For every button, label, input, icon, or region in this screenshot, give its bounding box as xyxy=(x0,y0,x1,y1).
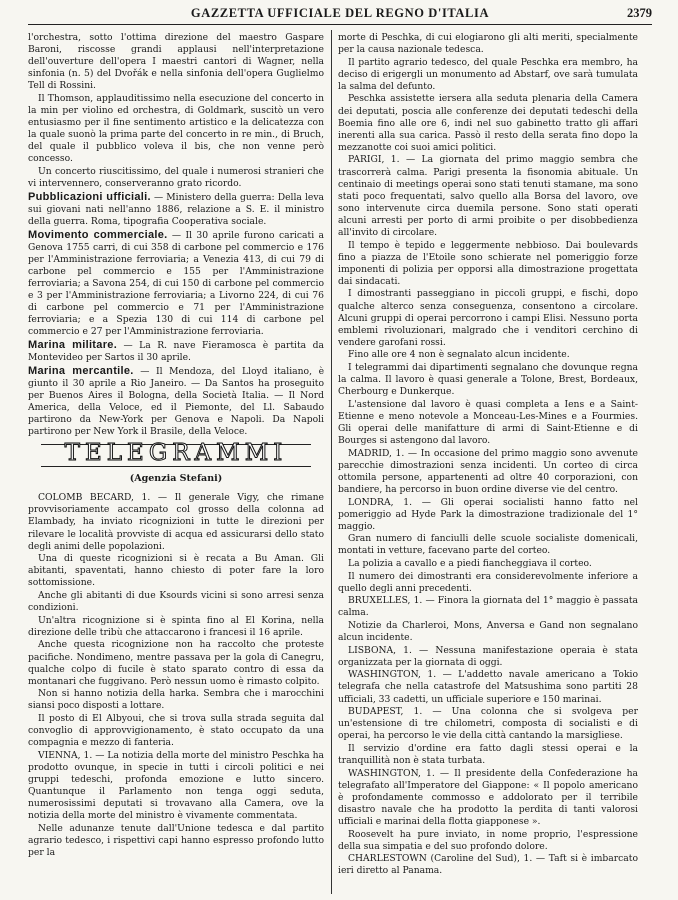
telegram-paragraph: Fino alle ore 4 non è segnalato alcun incidente. xyxy=(348,349,570,361)
telegram-charlestown: CHARLESTOWN (Caroline del Sud), 1. — Taft si è imbarcato ieri diretto al Panama. xyxy=(338,853,638,877)
left-column xyxy=(28,32,324,894)
section-marina-militare xyxy=(28,339,324,364)
telegram-parigi: PARIGI, 1. — La giornata del primo maggio sembra che trascorrerà calma. Parigi presenta la fisonomia abituale. Un centinaio di meetings operai sono stati tenuti stamane, ma sono stati poco frequentati, salvo quello alla Borsa del lavoro, ove sono intervenute circa duemila persone. Sono stati operati alcuni arresti per porto di armi proibite o per disobbedienza all'invito di circolare. xyxy=(338,154,638,238)
telegram-paragraph: Roosevelt ha pure inviato, in nome proprio, l'espressione della sua simpatia e del suo profondo dolore. xyxy=(338,828,638,852)
telegram-paragraph: I telegrammi dai dipartimenti segnalano che dovunque regna la calma. Il lavoro è quasi generale a Tolone, Brest, Bordeaux, Cherbourg e Dunkerque. xyxy=(338,362,638,398)
pubblicazioni-heading: Pubblicazioni ufficiali. xyxy=(28,190,151,203)
telegram-paragraph: Un'altra ricognizione si è spinta fino al El Korina, nella direzione delle tribù che attaccarono i francesi il 16 aprile. xyxy=(28,614,324,638)
telegram-paragraph: Una di queste ricognizioni si è recata a Bu Aman. Gli abitanti, spaventati, hanno chiesto di poter fare la loro sottomissione. xyxy=(28,553,324,589)
newspaper-title: GAZZETTA UFFICIALE DEL REGNO D'ITALIA xyxy=(190,6,490,20)
concert-paragraph-1: l'orchestra, sotto l'ottima direzione del maestro Gaspare Baroni, riscosse grandi applausi nell'interpretazione dell'ouverture dell'opera I maestri cantori di Wagner, nella sinfonia (n. 5) del Dvořák e nella sinfonia dell'opera Guglielmo Tell di Rossini. xyxy=(28,32,324,92)
telegram-washington-2: WASHINGTON, 1. — Il presidente della Confederazione ha telegrafato all'Imperatore del Giappone: « Il popolo americano è profondamente commosso e addolorato per il terribile disastro navale che ha prodotto la perdita di tanti valorosi ufficiali e marinai della flotta giapponese ». xyxy=(338,767,638,827)
pubblicazioni-text: — Ministero della guerra: Della leva sui giovani nati nell'anno 1886, relazione a S. E. il ministro della guerra. Roma, tipografia Cooperativa sociale. xyxy=(28,191,324,227)
section-pubblicazioni xyxy=(28,191,324,228)
marina-mercantile-heading: Marina mercantile. xyxy=(28,364,134,377)
telegrammi-banner xyxy=(41,440,311,467)
telegram-paragraph: Anche questa ricognizione non ha raccolto che proteste pacifiche. Nondimeno, mentre passava per la gola di Canegru, qualche colpo di fucile è stato sparato contro di essa da montanari che fuggivano. Però nessun uomo è rimasto colpito. xyxy=(28,639,324,687)
telegram-paragraph: Il tempo è tepido e leggermente nebbioso. Dai boulevards fino a piazza de l'Etoile sono schierate nel pomeriggio forze imponenti di polizia per opporsi alla dimostrazione progettata dai sindacati. xyxy=(338,239,638,287)
telegrammi-title: TELEGRAMMI xyxy=(64,440,288,467)
telegram-paragraph: I dimostranti passeggiano in piccoli gruppi, e fischi, dopo qualche alterco senza conseguenza, consentono a circolare. Alcuni gruppi di operai percorrono i campi Elisi. Nessuno porta emblemi rivoluzionari, malgrado che i venditori cerchino di vendere garofani rossi. xyxy=(338,288,638,348)
telegram-bruxelles: BRUXELLES, 1. — Finora la giornata del 1° maggio è passata calma. xyxy=(338,595,638,619)
marina-mercantile-text: — Il Mendoza, del Lloyd italiano, è giunto il 30 aprile a Rio Janeiro. — Da Santos ha proseguito per Buenos Aires il Bologna, della Società Italia. — Il Nord America, della Veloce, ed il Piemonte, del Ll. Sabaudo partirono da New-York per Genova e Napoli. Da Napoli partirono per New York il Brasile, della Veloce. xyxy=(28,365,324,437)
agency-label: (Agenzia Stefani) xyxy=(129,473,223,485)
telegram-paragraph: morte di Peschka, di cui elogiarono gli alti meriti, specialmente per la causa nazionale tedesca. xyxy=(338,32,638,56)
column-divider xyxy=(331,30,332,894)
telegram-paragraph: La polizia a cavallo e a piedi fiancheggiava il corteo. xyxy=(348,558,592,570)
telegram-vienna: VIENNA, 1. — La notizia della morte del ministro Peschka ha prodotto ovunque, in specie in tutti i circoli politici e nei gruppi tedeschi, profonda emozione e lutto sincero. Quantunque il Parlamento non tenga oggi seduta, numerosissimi deputati si trovavano alla Camera, ove la notizia della morte del ministro è vivamente commentata. xyxy=(28,749,324,822)
telegram-londra: LONDRA, 1. — Gli operai socialisti hanno fatto nel pomeriggio ad Hyde Park la dimostrazione tradizionale del 1° maggio. xyxy=(338,496,638,532)
page-header xyxy=(28,4,652,25)
marina-militare-text: — La R. nave Fieramosca è partita da Montevideo per Sartos il 30 aprile. xyxy=(28,339,324,363)
telegram-paragraph: Notizie da Charleroi, Mons, Anversa e Gand non segnalano alcun incidente. xyxy=(338,620,638,644)
marina-militare-heading: Marina militare. xyxy=(28,338,118,351)
telegram-washington: WASHINGTON, 1. — L'addetto navale americano a Tokio telegrafa che nella catastrofe del Matsushima sono partiti 28 ufficiali, 33 cadetti, un ufficiale superiore e 150 marinai. xyxy=(338,669,638,705)
section-movimento xyxy=(28,229,324,339)
telegram-paragraph: L'astensione dal lavoro è quasi completa a Iens e a Saint-Etienne e meno notevole a Monceau-Les-Mines e a Fourmies. Gli operai delle manifatture di armi di Saint-Etienne e di Bourges si astengono dal lavoro. xyxy=(338,398,638,447)
telegram-budapest: BUDAPEST, 1. — Una colonna che si svolgeva per un'estensione di tre chilometri, composta di socialisti e di operai, ha percorso le vie della città cantando la marsigliese. xyxy=(338,706,638,742)
telegram-paragraph: Gran numero di fanciulli delle scuole socialiste domenicali, montati in vetture, facevano parte del corteo. xyxy=(338,533,638,557)
telegram-paragraph: Il servizio d'ordine era fatto dagli stessi operai e la tranquillità non è stata turbata. xyxy=(338,742,638,767)
telegram-paragraph: Anche gli abitanti di due Ksourds vicini si sono arresi senza condizioni. xyxy=(28,590,324,614)
telegram-colomb-becard: COLOMB BECARD, 1. — Il generale Vigy, che rimane provvisoriamente accampato col grosso della colonna ad Elambady, ha inviato ricognizioni in tutte le direzioni per rilevare le località provviste di acqua ed assicurarsi dello stato degli animi delle popolazioni. xyxy=(28,492,324,552)
section-marina-mercantile xyxy=(28,365,324,439)
movimento-heading: Movimento commerciale. xyxy=(28,228,168,241)
right-column xyxy=(338,32,638,894)
page-number: 2379 xyxy=(627,6,652,20)
telegram-lisbona: LISBONA, 1. — Nessuna manifestazione operaia è stata organizzata per la giornata di oggi. xyxy=(338,644,638,668)
movimento-text: — Il 30 aprile furono caricati a Genova 1755 carri, di cui 358 di carbone pel commercio e 176 per l'Amministrazione ferroviaria; a Venezia 413, di cui 79 di carbone pel commercio e 155 per l'Amministrazione ferroviaria; a Savona 254, di cui 150 di carbone pel commercio e 3 per l'Amministrazione ferroviaria; a Livorno 224, di cui 76 di carbone pel commercio e 71 per l'Amministrazione ferroviaria; e a Spezia 130 di cui 114 di carbone pel commercio e 27 per l'Amministrazione ferroviaria. xyxy=(28,229,324,338)
concert-paragraph-2: Il Thomson, applauditissimo nella esecuzione del concerto in la min per violino ed orchestra, di Goldmark, suscitò un vero entusiasmo per il fine sentimento artistico e la delicatezza con la quale suonò la prima parte del concerto in re min., di Bruch, del quale il pubblico voleva il bis, che non venne però concesso. xyxy=(28,92,324,165)
telegram-paragraph: Il numero dei dimostranti era considerevolmente inferiore a quello degli anni precedenti. xyxy=(338,570,638,594)
telegram-paragraph: Non si hanno notizia della harka. Sembra che i marocchini siansi poco disposti a lottare. xyxy=(28,688,324,712)
telegram-paragraph: Il partito agrario tedesco, del quale Peschka era membro, ha deciso di erigergli un monumento ad Abstarf, ove sarà tumulata la salma del defunto. xyxy=(338,56,638,92)
concert-paragraph-3: Un concerto riuscitissimo, del quale i numerosi stranieri che vi intervennero, conserveranno grato ricordo. xyxy=(28,166,324,190)
telegram-paragraph: Peschka assistette iersera alla seduta plenaria della Camera dei deputati, poscia alle conferenze dei deputati tedeschi della Boemia fino alle ore 6, indi nel suo gabinetto tratto gli affari inerenti alla sua carica. Passò il resto della serata fino dopo la mezzanotte coi suoi amici politici. xyxy=(338,93,638,153)
telegram-paragraph: Il posto di El Albyoui, che si trova sulla strada seguita dal convoglio di approvvigionamento, è stato occupato da una compagnia e mezzo di fanteria. xyxy=(28,712,324,749)
telegram-madrid: MADRID, 1. — In occasione del primo maggio sono avvenute parecchie dimostrazioni senza incidenti. Un corteo di circa ottomila persone, appartenenti ad oltre 40 corporazioni, con bandiere, ha percorso in buon ordine diverse vie del centro. xyxy=(338,447,638,495)
telegram-paragraph: Nelle adunanze tenute dall'Unione tedesca e dal partito agrario tedesco, i rispettivi capi hanno espresso profondo lutto per la xyxy=(28,822,324,858)
